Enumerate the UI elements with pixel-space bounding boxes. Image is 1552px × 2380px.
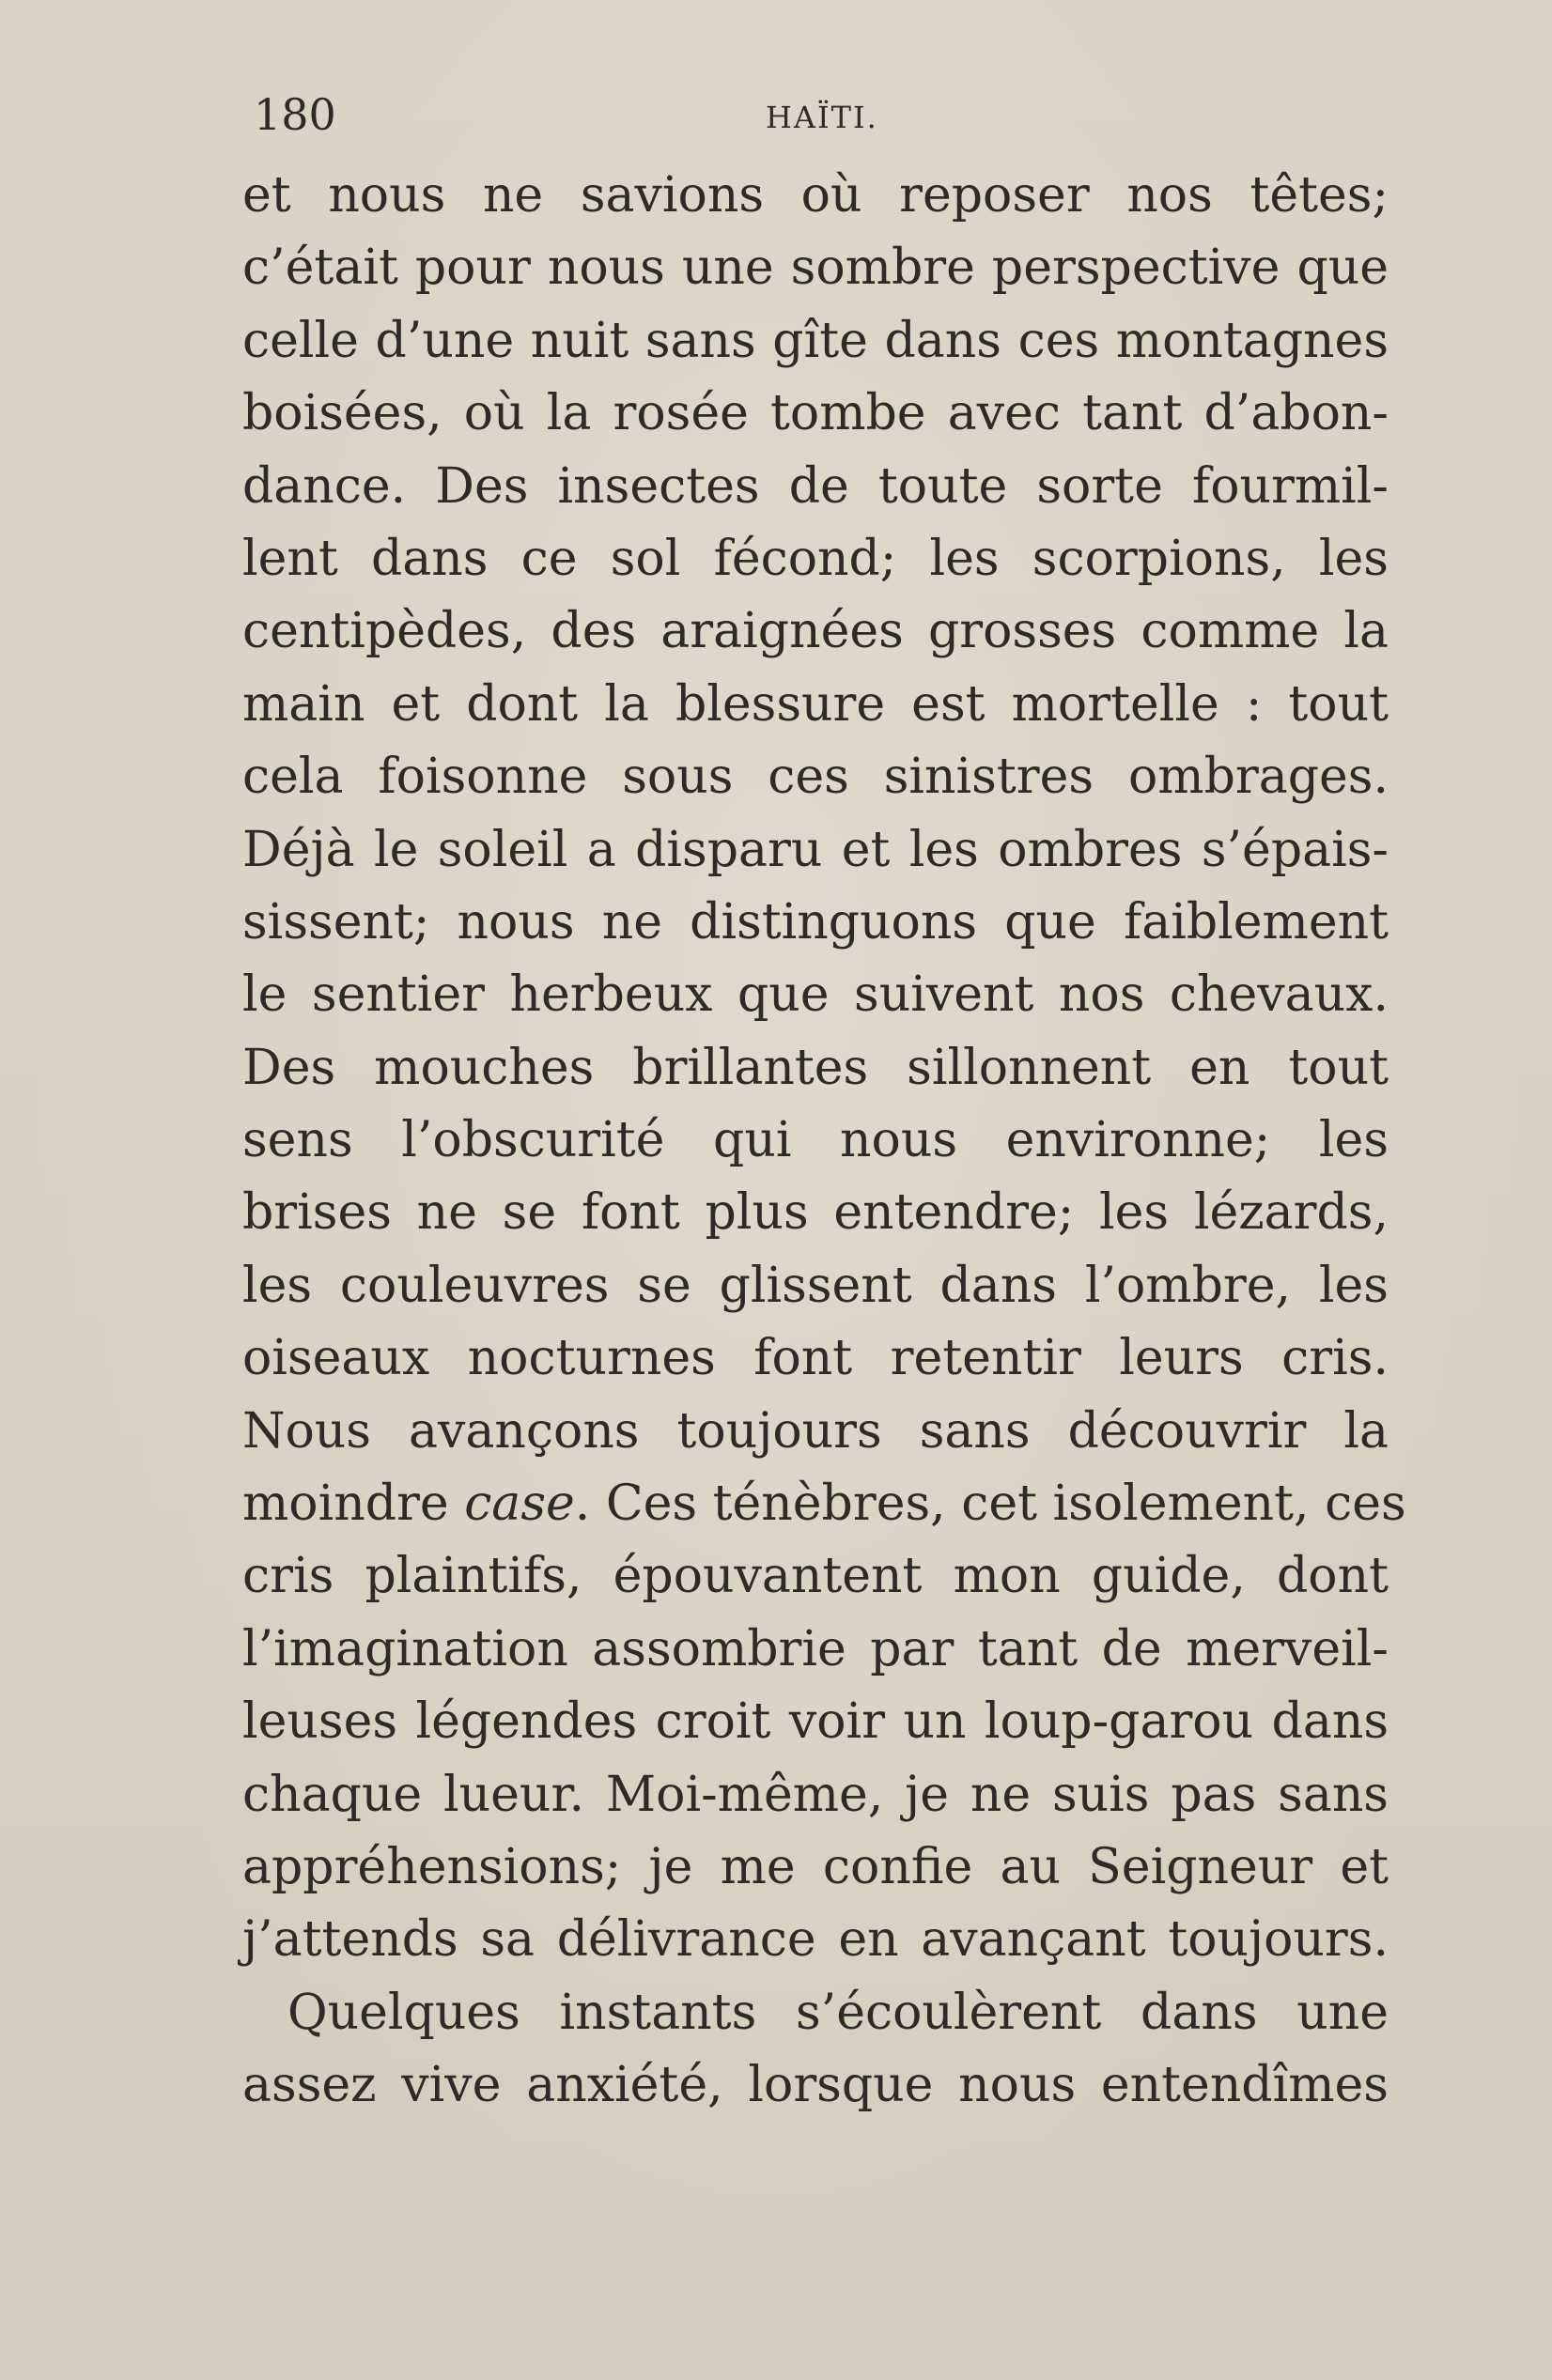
- text-line: le sentier herbeux que suivent nos chevaux.: [242, 966, 1389, 1024]
- italic-word: case: [464, 1476, 575, 1533]
- text-line: centipèdes, des araignées grosses comme la: [242, 603, 1389, 660]
- text-fragment: . Ces ténèbres, cet isolement, ces: [574, 1476, 1406, 1533]
- text-line-with-italic: [242, 1468, 1406, 1540]
- text-line: oiseaux nocturnes font retentir leurs cris.: [242, 1330, 1389, 1387]
- text-line: et nous ne savions où reposer nos têtes;: [242, 167, 1389, 224]
- text-line: cela foisonne sous ces sinistres ombrages.: [242, 749, 1389, 806]
- text-line: les couleuvres se glissent dans l’ombre, les: [242, 1257, 1389, 1314]
- body-text: [242, 160, 1406, 2123]
- text-line: assez vive anxiété, lorsque nous entendîmes: [242, 2057, 1389, 2114]
- text-line: Déjà le soleil a disparu et les ombres s’épais-: [242, 821, 1389, 878]
- text-line: Nous avançons toujours sans découvrir la: [242, 1402, 1389, 1460]
- running-head: HAÏTI.: [766, 100, 878, 135]
- text-line: appréhensions; je me confie au Seigneur et: [242, 1838, 1389, 1895]
- text-line: lent dans ce sol fécond; les scorpions, les: [242, 530, 1389, 587]
- paragraph-first-line: Quelques instants s’écoulèrent dans une: [287, 1984, 1389, 2041]
- text-line: sens l’obscurité qui nous environne; les: [242, 1112, 1389, 1169]
- text-line: boisées, où la rosée tombe avec tant d’abon-: [242, 385, 1389, 442]
- text-line: Des mouches brillantes sillonnent en tout: [242, 1039, 1389, 1096]
- text-line: l’imagination assombrie par tant de merveil-: [242, 1620, 1389, 1677]
- text-line: celle d’une nuit sans gîte dans ces montagnes: [242, 312, 1389, 369]
- page-number: 180: [254, 89, 336, 140]
- text-fragment: moindre: [242, 1476, 465, 1533]
- page-header: [254, 86, 1400, 143]
- text-line: j’attends sa délivrance en avançant toujours.: [242, 1911, 1389, 1969]
- text-line: sissent; nous ne distinguons que faiblement: [242, 893, 1389, 950]
- text-line: leuses légendes croit voir un loup-garou dans: [242, 1693, 1389, 1751]
- text-line: brises ne se font plus entendre; les lézards,: [242, 1184, 1389, 1242]
- text-line: c’était pour nous une sombre perspective que: [242, 240, 1389, 297]
- text-line: chaque lueur. Moi-même, je ne suis pas sans: [242, 1766, 1389, 1823]
- text-line: cris plaintifs, épouvantent mon guide, dont: [242, 1548, 1389, 1605]
- text-line: dance. Des insectes de toute sorte fourmil-: [242, 457, 1389, 515]
- text-line: main et dont la blessure est mortelle : tout: [242, 675, 1389, 733]
